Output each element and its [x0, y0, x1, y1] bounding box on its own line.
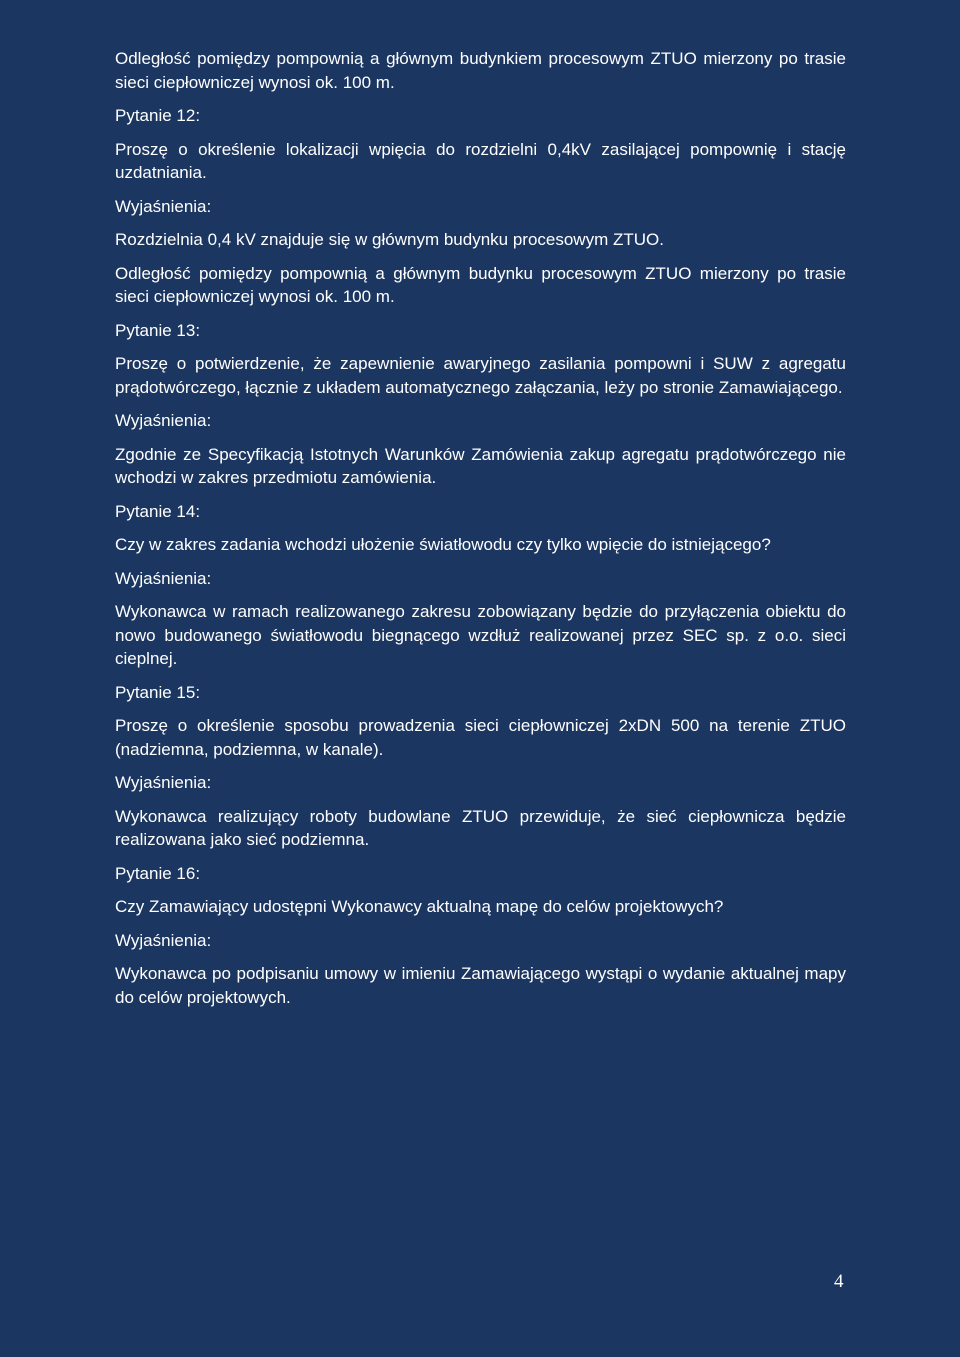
question-13-title: Pytanie 13: — [115, 320, 201, 340]
question-12-title: Pytanie 12: — [115, 106, 201, 125]
question-16-title: Pytanie 16: — [115, 863, 201, 883]
question-16-text: Czy Zamawiający udostępni Wykonawcy aktualną mapę do celów projektowych? — [115, 897, 724, 916]
answer-14-text: Wykonawca w ramach realizowanego zakresu zobowiązany będzie do przyłączenia obiektu do nowo budowanego światłowodu biegnącego wzdłuż realizowanej przez SEC sp. z o.o. sieci cieplnej. — [115, 602, 846, 668]
question-15-text: Proszę o określenie sposobu prowadzenia sieci ciepłowniczej 2xDN 500 na terenie ZTUO (nadziemna, podziemna, w kanale). — [115, 716, 846, 759]
answer-15-text: Wykonawca realizujący roboty budowlane ZTUO przewiduje, że sieć ciepłownicza będzie realizowana jako sieć podziemna. — [115, 806, 846, 849]
question-15-title: Pytanie 15: — [115, 682, 201, 702]
document-body — [115, 47, 846, 1019]
page-number: 4 — [834, 1271, 844, 1292]
answer-12-title: Wyjaśnienia: — [115, 196, 212, 216]
answer-16-title: Wyjaśnienia: — [115, 930, 212, 950]
answer-12-text-2: Odległość pomiędzy pompownią a głównym budynku procesowym ZTUO mierzony po trasie sieci ciepłowniczej wynosi ok. 100 m. — [115, 263, 846, 306]
intro-paragraph: Odległość pomiędzy pompownią a głównym budynkiem procesowym ZTUO mierzony po trasie sieci ciepłowniczej wynosi ok. 100 m. — [115, 49, 846, 92]
answer-12-text-1: Rozdzielnia 0,4 kV znajduje się w głównym budynku procesowym ZTUO. — [115, 230, 664, 249]
answer-15-title: Wyjaśnienia: — [115, 773, 212, 792]
answer-14-title: Wyjaśnienia: — [115, 568, 212, 588]
question-12-text: Proszę o określenie lokalizacji wpięcia do rozdzielni 0,4kV zasilającej pompownię i stację uzdatniania. — [115, 139, 846, 182]
question-14-title: Pytanie 14: — [115, 501, 201, 521]
answer-16-text: Wykonawca po podpisaniu umowy w imieniu Zamawiającego wystąpi o wydanie aktualnej mapy do celów projektowych. — [115, 964, 846, 1007]
answer-13-text: Zgodnie ze Specyfikacją Istotnych Warunków Zamówienia zakup agregatu prądotwórczego nie wchodzi w zakres przedmiotu zamówienia. — [115, 444, 846, 487]
question-13-text: Proszę o potwierdzenie, że zapewnienie awaryjnego zasilania pompowni i SUW z agregatu prądotwórczego, łącznie z układem automatycznego załączania, leży po stronie Zamawiającego. — [115, 354, 846, 397]
question-14-text: Czy w zakres zadania wchodzi ułożenie światłowodu czy tylko wpięcie do istniejącego? — [115, 535, 771, 554]
answer-13-title: Wyjaśnienia: — [115, 411, 212, 430]
